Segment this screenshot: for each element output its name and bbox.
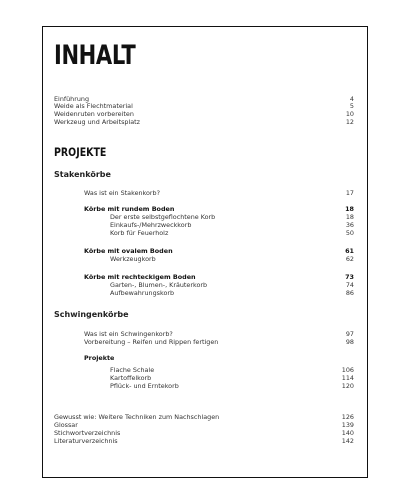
toc-row [54,429,354,437]
toc-label: Was ist ein Schwingenkorb? [84,330,173,338]
toc-row [54,255,354,263]
toc-page: 98 [345,338,354,346]
toc-page: 12 [345,118,354,126]
toc-row [54,189,354,197]
stakenkoerbe-heading: Stakenkörbe [54,170,111,179]
toc-page: 4 [349,95,354,103]
toc-label: Kartoffelkorb [110,374,152,382]
toc-row [54,289,354,297]
toc-page: 36 [345,221,354,229]
toc-page: 114 [341,374,354,382]
toc-page: 86 [345,289,354,297]
toc-page: 73 [345,273,354,281]
toc-row [54,281,354,289]
toc-label: Stichwortverzeichnis [54,429,121,437]
page-title: INHALT [54,40,136,71]
toc-page: 50 [345,229,354,237]
toc-label: Einkaufs-/Mehrzweckkorb [110,221,192,229]
toc-label: Einführung [54,95,89,103]
toc-row [54,205,354,213]
toc-label: Weide als Flechtmaterial [54,102,133,110]
toc-label: Aufbewahrungskorb [110,289,175,297]
toc-label: Flache Schale [110,366,155,374]
toc-page: 97 [345,330,354,338]
toc-row [54,437,354,445]
toc-page: 10 [345,110,354,118]
toc-row [54,382,354,390]
toc-row [54,366,354,374]
toc-row [54,247,354,255]
toc-row [54,354,354,362]
toc-page: 17 [345,189,354,197]
toc-page: 74 [345,281,354,289]
toc-label: Der erste selbstgeflochtene Korb [110,213,216,221]
toc-row [54,213,354,221]
toc-page: 140 [341,429,354,437]
toc-label: Körbe mit rechteckigem Boden [84,273,196,281]
toc-row [54,413,354,421]
toc-row [54,330,354,338]
toc-page: 139 [341,421,354,429]
toc-page: 18 [345,205,354,213]
toc-row [54,110,354,118]
toc-label: Werkzeug und Arbeitsplatz [54,118,141,126]
toc-page: 126 [341,413,354,421]
toc-label: Körbe mit rundem Boden [84,205,175,213]
toc-page: 106 [341,366,354,374]
toc-label: Projekte [84,354,115,362]
toc-row [54,102,354,110]
toc-page: 61 [345,247,354,255]
schwingenkoerbe-heading: Schwingenkörbe [54,310,129,319]
toc-label: Garten-, Blumen-, Kräuterkorb [110,281,208,289]
toc-label: Korb für Feuerholz [110,229,169,237]
toc-row [54,229,354,237]
toc-label: Glossar [54,421,78,429]
toc-row [54,374,354,382]
toc-label: Weidenruten vorbereiten [54,110,134,118]
toc-page: 142 [341,437,354,445]
toc-row [54,273,354,281]
projects-heading: PROJEKTE [54,145,107,159]
toc-row [54,421,354,429]
toc-label: Gewusst wie: Weitere Techniken zum Nachschlagen [54,413,220,421]
toc-page: 62 [345,255,354,263]
toc-row [54,118,354,126]
toc-page: 5 [349,102,354,110]
toc-row [54,221,354,229]
toc-label: Literaturverzeichnis [54,437,118,445]
toc-page: 18 [345,213,354,221]
toc-label: Was ist ein Stakenkorb? [84,189,161,197]
toc-label: Körbe mit ovalem Boden [84,247,173,255]
toc-row [54,338,354,346]
toc-label: Vorbereitung – Reifen und Rippen fertigen [84,338,219,346]
toc-page: 120 [341,382,354,390]
toc-label: Pflück- und Erntekorb [110,382,179,390]
toc-label: Werkzeugkorb [110,255,156,263]
